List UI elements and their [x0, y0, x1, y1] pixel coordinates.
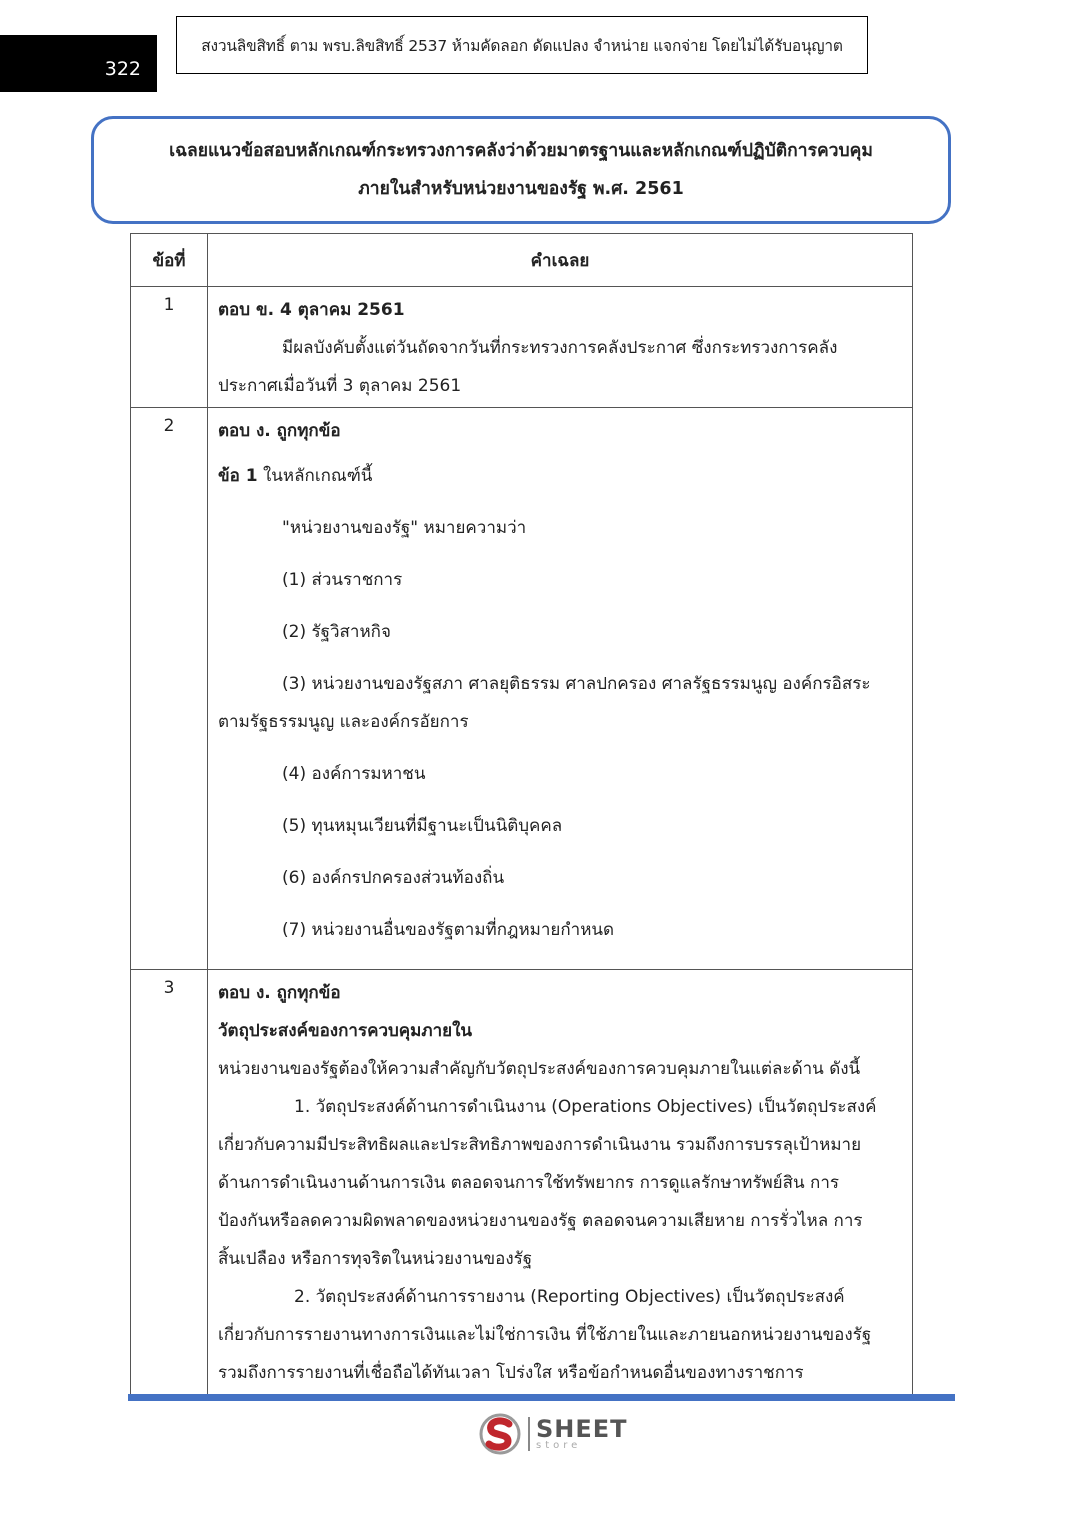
- row-answer: [208, 287, 913, 408]
- footer-divider: [128, 1394, 955, 1401]
- intro-line: หน่วยงานของรัฐต้องให้ความสำคัญกับวัตถุประสงค์ของการควบคุมภายในแต่ละด้าน ดังนี้: [218, 1059, 861, 1079]
- answer-choice: ตอบ ง. ถูกทุกข้อ: [218, 421, 341, 441]
- title-line-1: เฉลยแนวข้อสอบหลักเกณฑ์กระทรวงการคลังว่าด้วยมาตรฐานและหลักเกณฑ์ปฏิบัติการควบคุม: [169, 141, 873, 161]
- row-answer: [208, 408, 913, 970]
- explanation-line: ประกาศเมื่อวันที่ 3 ตุลาคม 2561: [218, 376, 462, 396]
- list-item: (5) ทุนหมุนเวียนที่มีฐานะเป็นนิติบุคคล: [282, 816, 563, 836]
- logo-store-text: store: [536, 1440, 582, 1451]
- page-number: 322: [0, 35, 157, 92]
- objective-line: ป้องกันหรือลดความผิดพลาดของหน่วยงานของรัฐ ตลอดจนความเสียหาย การรั่วไหล การ: [218, 1211, 863, 1231]
- explanation-line: มีผลบังคับตั้งแต่วันถัดจากวันที่กระทรวงการคลังประกาศ ซึ่งกระทรวงการคลัง: [282, 338, 838, 358]
- objective-line: เกี่ยวกับการรายงานทางการเงินและไม่ใช่การเงิน ที่ใช้ภายในและภายนอกหน่วยงานของรัฐ: [218, 1325, 872, 1345]
- clause-heading: [218, 450, 902, 502]
- table-header-row: [131, 234, 913, 287]
- document-title: [91, 116, 951, 224]
- row-number: 3: [131, 970, 208, 1395]
- table-row: [131, 287, 913, 408]
- list-item: (1) ส่วนราชการ: [282, 570, 403, 590]
- clause-number: ข้อ 1: [218, 466, 258, 486]
- column-header-no: ข้อที่: [131, 234, 208, 287]
- logo-wordmark: [528, 1417, 628, 1451]
- table-row: [131, 970, 913, 1395]
- sheet-store-logo: [478, 1412, 628, 1456]
- objective-line: 2. วัตถุประสงค์ด้านการรายงาน (Reporting Objectives) เป็นวัตถุประสงค์: [294, 1287, 845, 1307]
- list-item: (6) องค์กรปกครองส่วนท้องถิ่น: [282, 868, 505, 888]
- objective-line: ด้านการดำเนินงานด้านการเงิน ตลอดจนการใช้ทรัพยากร การดูแลรักษาทรัพย์สิน การ: [218, 1173, 840, 1193]
- clause-text: ในหลักเกณฑ์นี้: [257, 466, 373, 486]
- section-heading: วัตถุประสงค์ของการควบคุมภายใน: [218, 1021, 473, 1041]
- list-item: (3) หน่วยงานของรัฐสภา ศาลยุติธรรม ศาลปกครอง ศาลรัฐธรรมนูญ องค์กรอิสระ: [282, 674, 871, 694]
- objective-line: เกี่ยวกับความมีประสิทธิผลและประสิทธิภาพของการดำเนินงาน รวมถึงการบรรลุเป้าหมาย: [218, 1135, 862, 1155]
- sheet-store-s-icon: [478, 1412, 522, 1456]
- answer-table: [130, 233, 913, 1395]
- answer-choice: ตอบ ง. ถูกทุกข้อ: [218, 983, 341, 1003]
- column-header-answer: คำเฉลย: [208, 234, 913, 287]
- row-number: 2: [131, 408, 208, 970]
- objective-line: สิ้นเปลือง หรือการทุจริตในหน่วยงานของรัฐ: [218, 1249, 533, 1269]
- row-number: 1: [131, 287, 208, 408]
- objective-line: รวมถึงการรายงานที่เชื่อถือได้ทันเวลา โปร่งใส หรือข้อกำหนดอื่นของทางราชการ: [218, 1363, 804, 1383]
- table-row: [131, 408, 913, 970]
- copyright-notice: สงวนลิขสิทธิ์ ตาม พรบ.ลิขสิทธิ์ 2537 ห้ามคัดลอก ดัดแปลง จำหน่าย แจกจ่าย โดยไม่ได้รับอนุญาต: [176, 16, 868, 74]
- objective-line: 1. วัตถุประสงค์ด้านการดำเนินงาน (Operations Objectives) เป็นวัตถุประสงค์: [294, 1097, 877, 1117]
- title-line-2: ภายในสำหรับหน่วยงานของรัฐ พ.ศ. 2561: [358, 179, 684, 199]
- list-item-continuation: ตามรัฐธรรมนูญ และองค์กรอัยการ: [218, 712, 469, 732]
- answer-choice: ตอบ ข. 4 ตุลาคม 2561: [218, 300, 405, 320]
- list-item: (7) หน่วยงานอื่นของรัฐตามที่กฎหมายกำหนด: [282, 920, 615, 940]
- definition-line: "หน่วยงานของรัฐ" หมายความว่า: [282, 518, 527, 538]
- list-item: (4) องค์การมหาชน: [282, 764, 426, 784]
- logo-sheet-text: SHEET: [536, 1415, 628, 1443]
- row-answer: [208, 970, 913, 1395]
- list-item: (2) รัฐวิสาหกิจ: [282, 622, 391, 642]
